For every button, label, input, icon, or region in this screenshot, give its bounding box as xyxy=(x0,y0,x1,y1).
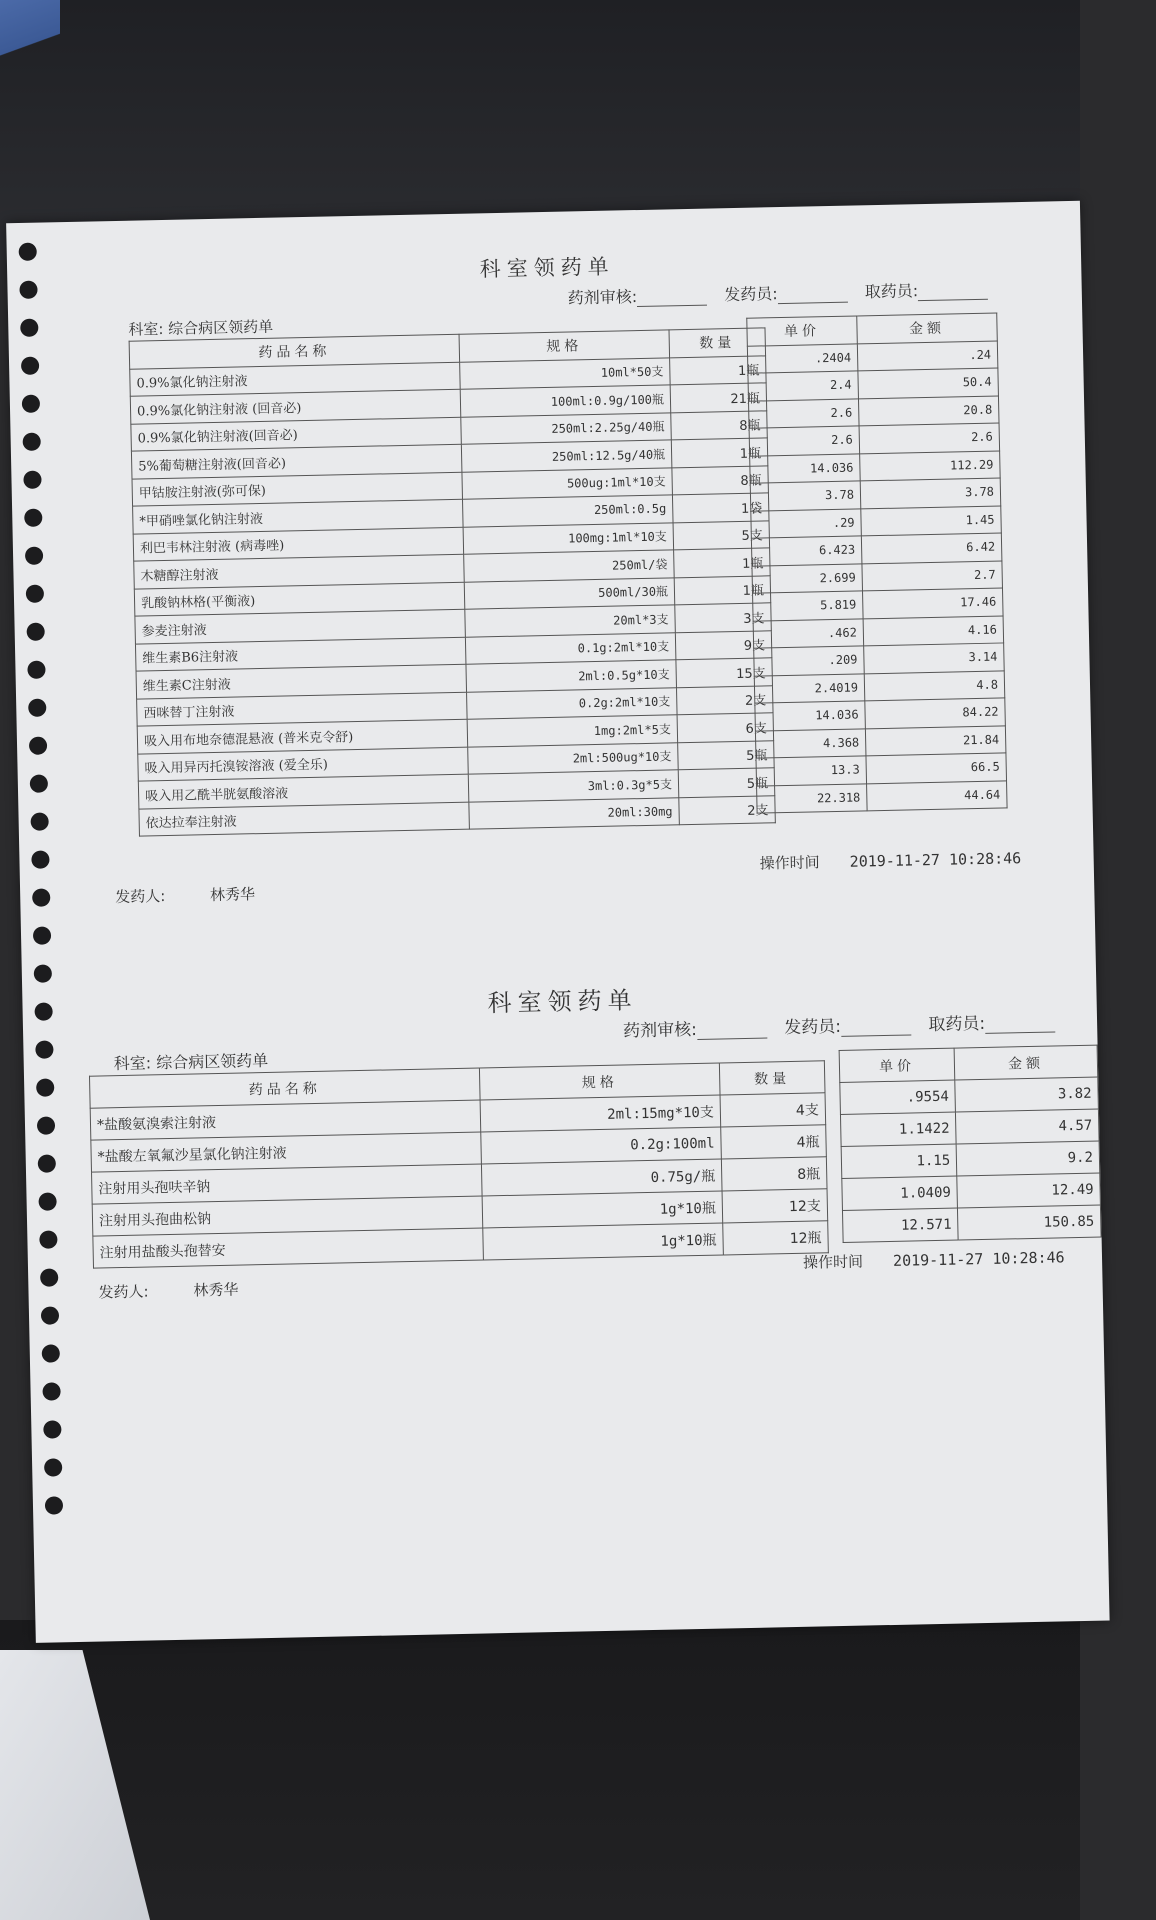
drug-name: *甲硝唑氯化钠注射液 xyxy=(133,499,464,533)
unit-price: 1.1422 xyxy=(840,1112,956,1146)
drug-name: 0.9%氯化钠注射液 (回音必) xyxy=(130,389,461,423)
table-row xyxy=(842,1205,1101,1242)
drug-name: 乳酸钠林格(平衡液) xyxy=(134,582,465,616)
issuer xyxy=(115,883,255,907)
feed-hole xyxy=(44,1458,62,1476)
price-table xyxy=(746,313,1007,814)
dispenser-label: 发药员: xyxy=(784,1016,842,1039)
line-amount: 44.64 xyxy=(867,780,1008,810)
drug-name: 依达拉奉注射液 xyxy=(139,802,470,836)
unit-price: .209 xyxy=(754,646,865,676)
feed-hole xyxy=(33,926,51,944)
line-amount: 12.49 xyxy=(957,1173,1100,1208)
drug-spec: 3ml:0.3g*5支 xyxy=(468,770,679,802)
drug-qty: 4支 xyxy=(720,1093,826,1127)
desk-background-bottom xyxy=(0,1620,1080,1920)
feed-hole xyxy=(39,1230,57,1248)
feed-hole xyxy=(36,1078,54,1096)
drug-qty: 6支 xyxy=(677,713,774,743)
drug-spec: 250ml:2.25g/40瓶 xyxy=(461,412,672,444)
feed-hole xyxy=(40,1268,58,1286)
feed-hole xyxy=(25,547,43,565)
drug-spec: 1g*10瓶 xyxy=(482,1191,723,1228)
header-spec: 规格 xyxy=(479,1063,720,1100)
line-amount: 2.6 xyxy=(859,423,1000,453)
drug-spec: 250ml/袋 xyxy=(464,550,675,582)
drug-qty: 8瓶 xyxy=(721,1157,827,1191)
drug-spec: 20ml*3支 xyxy=(465,605,676,637)
unit-price: 2.6 xyxy=(748,398,859,428)
issuer xyxy=(98,1279,238,1303)
drug-table xyxy=(129,327,776,836)
unit-price: .9554 xyxy=(840,1080,956,1114)
unit-price: 5.819 xyxy=(753,591,864,621)
line-amount: 1.45 xyxy=(861,505,1002,535)
blue-folder-corner xyxy=(0,0,60,70)
unit-price: 14.036 xyxy=(750,453,861,483)
unit-price: 2.4019 xyxy=(754,673,865,703)
issuer-name: 林秀华 xyxy=(193,1280,239,1300)
drug-qty: 2支 xyxy=(676,685,773,715)
line-amount: .24 xyxy=(857,341,998,371)
line-amount: 150.85 xyxy=(958,1205,1101,1240)
receiver-label: 取药员: xyxy=(928,1013,986,1036)
drug-name: 注射用头孢呋辛钠 xyxy=(92,1164,483,1204)
table-row xyxy=(840,1109,1099,1146)
header-qty: 数量 xyxy=(719,1061,825,1095)
header-spec: 规格 xyxy=(459,330,670,362)
header-price: 单价 xyxy=(747,316,858,346)
unit-price: 22.318 xyxy=(757,783,868,813)
feed-hole xyxy=(42,1382,60,1400)
drug-qty: 15支 xyxy=(676,658,773,688)
header-amount: 金额 xyxy=(857,313,998,343)
drug-name: 西咪替丁注射液 xyxy=(137,692,468,726)
drug-name: *盐酸氨溴索注射液 xyxy=(90,1100,481,1140)
feed-hole xyxy=(26,585,44,603)
unit-price: 13.3 xyxy=(756,756,867,786)
signature-blank xyxy=(918,284,988,301)
issuer-name: 林秀华 xyxy=(209,885,256,905)
operation-time xyxy=(759,847,1021,873)
feed-hole xyxy=(31,850,49,868)
unit-price: 1.0409 xyxy=(842,1176,958,1210)
header-amount: 金额 xyxy=(954,1045,1097,1080)
drug-name: 木糖醇注射液 xyxy=(134,554,465,588)
header-name: 药品名称 xyxy=(89,1068,480,1108)
unit-price: 1.15 xyxy=(841,1144,957,1178)
line-amount: 17.46 xyxy=(863,588,1004,618)
line-amount: 50.4 xyxy=(858,368,999,398)
drug-spec: 1mg:2ml*5支 xyxy=(467,715,678,747)
drug-name: 维生素B6注射液 xyxy=(135,637,466,671)
line-amount: 3.82 xyxy=(955,1077,1098,1112)
drug-qty: 1瓶 xyxy=(674,548,771,578)
feed-hole xyxy=(26,623,44,641)
feed-hole xyxy=(30,812,48,830)
header-qty: 数量 xyxy=(669,328,766,358)
unit-price: 3.78 xyxy=(750,481,861,511)
drug-qty: 21瓶 xyxy=(670,383,767,413)
drug-name: 吸入用布地奈德混悬液 (普米克令舒) xyxy=(137,719,468,753)
drug-qty: 5支 xyxy=(673,520,770,550)
drug-qty: 1瓶 xyxy=(674,575,771,605)
feed-hole xyxy=(22,395,40,413)
table-row xyxy=(840,1077,1099,1114)
drug-name: 维生素C注射液 xyxy=(136,664,467,698)
header-price: 单价 xyxy=(839,1048,955,1082)
table-row xyxy=(757,780,1008,813)
signature-blank xyxy=(985,1016,1055,1033)
price-table xyxy=(839,1045,1102,1243)
feed-hole xyxy=(41,1306,59,1324)
line-amount: 66.5 xyxy=(866,753,1007,783)
drug-spec: 0.75g/瓶 xyxy=(481,1159,722,1196)
drug-name: 0.9%氯化钠注射液 xyxy=(130,362,461,396)
op-time-value: 2019-11-27 10:28:46 xyxy=(892,1248,1065,1270)
unit-price: 2.699 xyxy=(752,563,863,593)
price-table-body xyxy=(840,1077,1101,1242)
drug-qty: 5瓶 xyxy=(678,740,775,770)
feed-hole xyxy=(38,1154,56,1172)
requisition-slip-1 xyxy=(7,241,1081,907)
operation-time xyxy=(803,1246,1065,1272)
department-label: 科室: 综合病区领药单 xyxy=(128,317,274,339)
drug-spec: 500ug:1ml*10支 xyxy=(462,467,673,499)
drug-spec: 0.1g:2ml*10支 xyxy=(465,632,676,664)
drug-name: 吸入用异丙托溴铵溶液 (爱全乐) xyxy=(138,747,469,781)
requisition-slip-2 xyxy=(22,971,1096,1302)
drug-qty: 1瓶 xyxy=(670,355,767,385)
price-table-body xyxy=(747,341,1007,814)
drug-table-body xyxy=(90,1093,828,1268)
issuer-label: 发药人: xyxy=(115,887,166,907)
feed-hole xyxy=(32,888,50,906)
drug-spec: 2ml:0.5g*10支 xyxy=(466,660,677,692)
drug-qty: 8瓶 xyxy=(672,465,769,495)
feed-hole xyxy=(28,699,46,717)
unit-price: 4.368 xyxy=(755,728,866,758)
line-amount: 84.22 xyxy=(865,698,1006,728)
op-time-label: 操作时间 xyxy=(802,1252,864,1272)
line-amount: 6.42 xyxy=(861,533,1002,563)
drug-name: 甲钴胺注射液(弥可保) xyxy=(132,472,463,506)
feed-hole xyxy=(34,964,52,982)
feed-hole xyxy=(27,661,45,679)
department-label: 科室: 综合病区领药单 xyxy=(113,1050,269,1074)
signature-blank xyxy=(841,1019,911,1036)
line-amount: 9.2 xyxy=(956,1141,1099,1176)
feed-hole xyxy=(29,737,47,755)
feed-hole xyxy=(24,509,42,527)
drug-qty: 12支 xyxy=(722,1189,828,1223)
drug-spec: 2ml:15mg*10支 xyxy=(480,1095,721,1132)
drug-name: 利巴韦林注射液 (病毒唑) xyxy=(133,527,464,561)
drug-spec: 20ml:30mg xyxy=(469,797,680,829)
table-row xyxy=(842,1173,1101,1210)
feed-hole xyxy=(38,1192,56,1210)
feed-hole xyxy=(34,1002,52,1020)
table-header-row xyxy=(839,1045,1098,1082)
drug-spec: 100ml:0.9g/100瓶 xyxy=(460,385,671,417)
drug-table xyxy=(89,1060,829,1268)
drug-spec: 250ml:0.5g xyxy=(462,495,673,527)
feed-hole xyxy=(42,1344,60,1362)
line-amount: 21.84 xyxy=(865,725,1006,755)
tractor-feed-holes xyxy=(19,243,68,1543)
drug-qty: 9支 xyxy=(675,630,772,660)
unit-price: .2404 xyxy=(747,343,858,373)
line-amount: 3.14 xyxy=(864,643,1005,673)
slip-title: 科室领药单 xyxy=(479,254,615,282)
unit-price: 2.6 xyxy=(749,426,860,456)
pharmacy-review-label: 药剂审核: xyxy=(567,287,638,308)
signature-blank xyxy=(697,1022,767,1039)
feed-hole xyxy=(35,1040,53,1058)
feed-hole xyxy=(19,281,37,299)
line-amount: 4.57 xyxy=(956,1109,1099,1144)
unit-price: 14.036 xyxy=(755,701,866,731)
drug-name: *盐酸左氧氟沙星氯化钠注射液 xyxy=(91,1132,482,1172)
feed-hole xyxy=(19,243,37,261)
drug-qty: 12瓶 xyxy=(723,1221,829,1255)
drug-name: 0.9%氯化钠注射液(回音必) xyxy=(131,417,462,451)
dispensing-paper xyxy=(6,201,1110,1643)
unit-price: .29 xyxy=(751,508,862,538)
feed-hole xyxy=(43,1420,61,1438)
drug-qty: 2支 xyxy=(679,795,776,825)
drug-spec: 10ml*50支 xyxy=(460,357,671,389)
feed-hole xyxy=(45,1496,63,1514)
feed-hole xyxy=(23,433,41,451)
issuer-label: 发药人: xyxy=(98,1282,149,1302)
drug-name: 5%葡萄糖注射液(回音必) xyxy=(131,444,462,478)
line-amount: 4.16 xyxy=(863,615,1004,645)
header-name: 药品名称 xyxy=(129,334,460,368)
unit-price: 6.423 xyxy=(751,536,862,566)
drug-qty: 4瓶 xyxy=(721,1125,827,1159)
dispenser-label: 发药员: xyxy=(724,284,778,305)
unit-price: .462 xyxy=(753,618,864,648)
signature-blank xyxy=(637,290,707,307)
drug-qty: 8瓶 xyxy=(671,410,768,440)
unit-price: 12.571 xyxy=(842,1208,958,1242)
op-time-label: 操作时间 xyxy=(759,853,820,873)
drug-qty: 1瓶 xyxy=(671,438,768,468)
signature-blank xyxy=(778,287,848,304)
drug-name: 吸入用乙酰半胱氨酸溶液 xyxy=(138,774,469,808)
drug-qty: 1袋 xyxy=(672,493,769,523)
line-amount: 2.7 xyxy=(862,560,1003,590)
line-amount: 112.29 xyxy=(860,450,1001,480)
unit-price: 2.4 xyxy=(748,371,859,401)
drug-qty: 3支 xyxy=(675,603,772,633)
drug-spec: 100mg:1ml*10支 xyxy=(463,522,674,554)
slip-title: 科室领药单 xyxy=(487,986,638,1018)
drug-table-body xyxy=(130,355,776,836)
feed-hole xyxy=(21,357,39,375)
drug-spec: 2ml:500ug*10支 xyxy=(468,742,679,774)
feed-hole xyxy=(23,471,41,489)
drug-spec: 1g*10瓶 xyxy=(483,1223,724,1260)
drug-name: 参麦注射液 xyxy=(135,609,466,643)
line-amount: 20.8 xyxy=(858,396,999,426)
line-amount: 3.78 xyxy=(860,478,1001,508)
drug-spec: 500ml/30瓶 xyxy=(464,577,675,609)
feed-hole xyxy=(37,1116,55,1134)
receiver-label: 取药员: xyxy=(864,281,919,302)
line-amount: 4.8 xyxy=(864,670,1005,700)
drug-name: 注射用盐酸头孢替安 xyxy=(93,1228,484,1268)
pharmacy-review-label: 药剂审核: xyxy=(622,1019,698,1042)
drug-qty: 5瓶 xyxy=(678,768,775,798)
drug-name: 注射用头孢曲松钠 xyxy=(92,1196,483,1236)
feed-hole xyxy=(30,774,48,792)
op-time-value: 2019-11-27 10:28:46 xyxy=(849,849,1022,871)
drug-spec: 250ml:12.5g/40瓶 xyxy=(461,440,672,472)
feed-hole xyxy=(20,319,38,337)
drug-spec: 0.2g:100ml xyxy=(481,1127,722,1164)
drug-spec: 0.2g:2ml*10支 xyxy=(467,687,678,719)
